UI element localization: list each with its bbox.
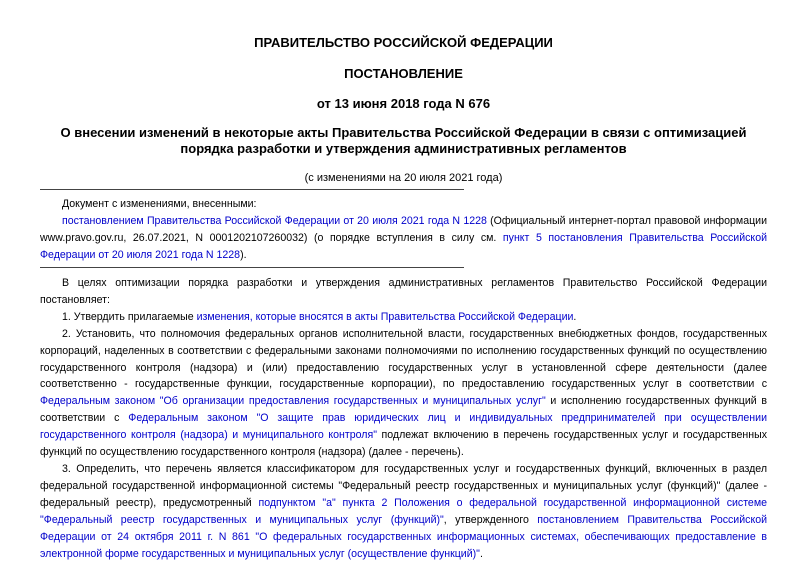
federal-law-protection-link[interactable]: Федеральным законом "О защите прав юридических лиц и индивидуальных предпринимателей при осуществлении государственного контроля (надзора) и муниципального контроля": [40, 412, 767, 442]
document-date-number: от 13 июня 2018 года N 676: [316, 96, 491, 111]
preamble: В целях оптимизации порядка разработки и утверждения административных регламентов Правительство Российской Федерации постановляет:: [40, 277, 767, 306]
amendments-link[interactable]: изменения, которые вносятся в акты Правительства Российской Федерации: [196, 310, 574, 323]
document-title-line-2: порядка разработки и утверждения административных регламентов: [180, 141, 627, 156]
paragraph-2: [40, 326, 767, 461]
effective-date-link[interactable]: пункт 5 постановления Правительства Российской Федерации от 20 июля 2021 года N 1228: [40, 231, 767, 261]
document-type-heading: ПОСТАНОВЛЕНИЕ: [344, 66, 463, 81]
paragraph-1-text: 1. Утвердить прилагаемые: [62, 310, 197, 323]
paragraph-2-text-a: 2. Установить, что полномочия федеральных органов исполнительной власти, государственных внебюджетных фондов, государственных корпораций, наделенных в соответствии с федеральными законами полномочиями по исполнению государственных функций по осуществлению государственного контроля (надзора) и (или) предоставлению государственных услуг в установленной сфере деятельности (далее соответственно - государственные функции, государственные корпорации), по предоставлению государственных услуг в соответствии с: [40, 327, 767, 391]
changes-close-text: ).: [240, 248, 247, 261]
changes-text: [40, 213, 767, 264]
amendment-link[interactable]: постановлением Правительства Российской Федерации от 20 июля 2021 года N 1228: [62, 214, 487, 227]
paragraph-3: [40, 461, 767, 562]
government-resolution-861-link[interactable]: постановлением Правительства Российской Федерации от 24 октября 2011 г. N 861 "О федеральных государственных информационных системах, обеспечивающих предоставление в электронной форме государственных и муниципальных услуг (осуществление функций)": [40, 513, 768, 560]
paragraph-2-text-c: подлежат включению в перечень государственных услуг и государственных функций по осуществлению государственного контроля (надзора) (далее - перечень).: [40, 429, 767, 459]
federal-law-services-link[interactable]: Федеральным законом "Об организации предоставления государственных и муниципальных услуг": [40, 395, 546, 408]
changes-intro: Документ с изменениями, внесенными:: [62, 198, 257, 210]
changes-source-text: (Официальный интернет-портал правовой информации www.pravo.gov.ru, 26.07.2021, N 0001202107260032) (о порядке вступления в силу см.: [40, 214, 767, 244]
paragraph-1: [40, 309, 767, 326]
paragraph-3-text-a: 3. Определить, что перечень является классификатором для государственных услуг и государственных функций, включенных в раздел федеральной государственной информационной системы "Федеральный реестр государственных и муниципальных услуг (функций)" (далее - федеральный реестр), предусмотренный: [40, 462, 767, 509]
divider-top: [40, 189, 464, 190]
paragraph-3-text-b: , утвержденного: [443, 513, 538, 526]
document-body: [40, 275, 767, 562]
regulation-subparagraph-link[interactable]: подпунктом "а" пункта 2 Положения о федеральной государственной информационной системе "Федеральный реестр государственных и муниципальных услуг (функций)": [40, 496, 768, 526]
paragraph-3-text-c: .: [479, 547, 483, 560]
government-heading: ПРАВИТЕЛЬСТВО РОССИЙСКОЙ ФЕДЕРАЦИИ: [254, 35, 553, 50]
revision-note: (с изменениями на 20 июля 2021 года): [304, 172, 503, 184]
changes-block: [40, 196, 767, 264]
divider-bottom: [40, 267, 464, 268]
paragraph-2-text-b: и исполнению государственных функций в соответствии с: [40, 395, 767, 425]
paragraph-1-end: .: [573, 310, 577, 323]
document-title-line-1: О внесении изменений в некоторые акты Правительства Российской Федерации в связи с оптимизацией: [60, 125, 747, 140]
